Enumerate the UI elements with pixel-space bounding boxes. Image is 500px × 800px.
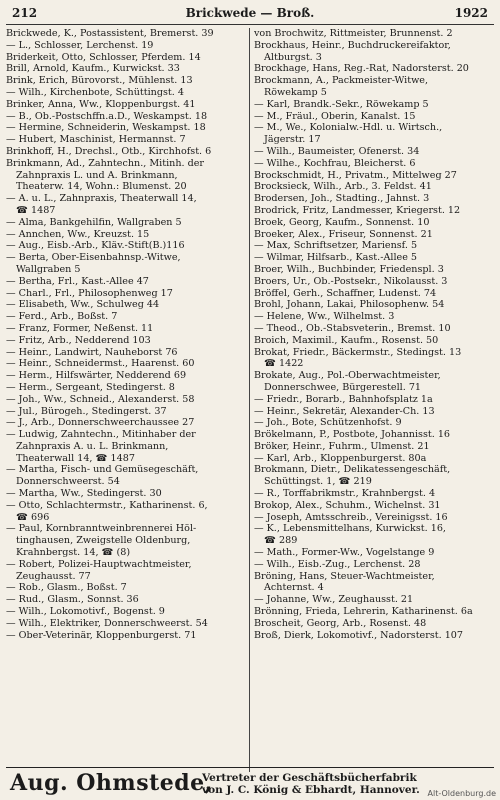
directory-entry-line: — Paul, Kornbranntweinbrennerei Höl-: [6, 523, 197, 535]
advert-rule: [6, 767, 494, 768]
column-divider: [249, 28, 250, 772]
directory-entry-line: — Jul., Bürogeh., Stedingerst. 37: [6, 405, 167, 417]
directory-entry-line: Brokop, Alex., Schuhm., Wichelnst. 31: [254, 499, 441, 511]
directory-entry-line: Jägerstr. 17: [264, 134, 321, 146]
directory-entry-line: — Karl, Brandk.-Sekr., Röwekamp 5: [254, 98, 429, 110]
directory-entry-line: — L., Schlosser, Lerchenst. 19: [6, 39, 154, 51]
page-header: [8, 4, 492, 24]
advert-name: Aug. Ohmstede,: [10, 770, 213, 796]
directory-entry-line: Zahnpraxis A. u. L. Brinkmann,: [16, 440, 169, 452]
directory-entry-line: — Herm., Sergeant, Stedingerst. 8: [6, 381, 175, 393]
directory-entry-line: — A. u. L., Zahnpraxis, Theaterwall 14,: [6, 193, 197, 205]
directory-entry-line: — Franz, Former, Neßenst. 11: [6, 322, 154, 334]
directory-entry-line: — Wilh., Baumeister, Ofenerst. 34: [254, 145, 420, 157]
directory-entry-line: ☎ 696: [16, 511, 50, 523]
directory-entry-line: — Elisabeth, Ww., Schulweg 44: [6, 299, 160, 311]
directory-entry-line: Zeughausst. 77: [16, 570, 91, 582]
directory-entry-line: Briderkeit, Otto, Schlosser, Pferdem. 14: [6, 51, 201, 63]
directory-entry-line: Broß, Dierk, Lokomotivf., Nadorsterst. 107: [254, 629, 464, 641]
directory-entry-line: — Karl, Arb., Kloppenburgerst. 80a: [254, 452, 427, 464]
directory-entry-line: — Charl., Frl., Philosophenweg 17: [6, 287, 173, 299]
directory-entry-line: — Heinr., Sekretär, Alexander-Ch. 13: [254, 405, 435, 417]
directory-entry-line: — Alma, Bankgehilfin, Wallgraben 5: [6, 216, 182, 228]
directory-entry-line: Brokmann, Dietr., Delikatessengeschäft,: [254, 464, 451, 476]
directory-entry-line: — Martha, Ww., Stedingerst. 30: [6, 488, 162, 500]
directory-entry-line: — Helene, Ww., Wilhelmst. 3: [254, 311, 395, 323]
directory-entry-line: Bröker, Heinr., Fuhrm., Ulmenst. 21: [254, 440, 430, 452]
directory-entry-line: — Joh., Ww., Schneid., Alexanderst. 58: [6, 393, 195, 405]
directory-entry-line: Achternst. 4: [264, 582, 324, 594]
directory-entry-line: Brockhage, Hans, Reg.-Rat, Nadorsterst. 20: [254, 63, 469, 75]
directory-entry-line: Wallgraben 5: [16, 263, 81, 275]
advert-line-1: Vertreter der Geschäftsbücherfabrik: [202, 772, 417, 784]
directory-entry-line: Broeker, Alex., Friseur, Sonnenst. 21: [254, 228, 433, 240]
page-heading: Brickwede — Broß.: [185, 6, 315, 20]
directory-entry-line: Brokat, Friedr., Bäckermstr., Stedingst. 13: [254, 346, 462, 358]
directory-entry-line: — M., Fräul., Oberin, Kanalst. 15: [254, 110, 416, 122]
directory-entry-line: — B., Ob.-Postschffn.a.D., Weskampst. 18: [6, 110, 208, 122]
directory-entry-line: von Brochwitz, Rittmeister, Brunnenst. 2: [254, 28, 453, 39]
directory-entry-line: Bröning, Hans, Steuer-Wachtmeister,: [254, 570, 435, 582]
directory-entry-line: — Wilh., Elektriker, Donnerschweerst. 54: [6, 617, 208, 629]
directory-entry-line: — Johanne, Ww., Zeughausst. 21: [254, 594, 414, 606]
directory-entry-line: Theaterwall 14, ☎ 1487: [16, 452, 135, 464]
directory-entry-line: — Robert, Polizei-Hauptwachtmeister,: [6, 558, 192, 570]
directory-entry-line: — Wilmar, Hilfsarb., Kast.-Allee 5: [254, 252, 418, 264]
directory-entry-line: Brickwede, K., Postassistent, Bremerst. 39: [6, 28, 214, 39]
page-year: 1922: [454, 6, 488, 20]
directory-entry-line: — Heinr., Landwirt, Nauheborst 76: [6, 346, 178, 358]
directory-entry-line: — Berta, Ober-Eisenbahnsp.-Witwe,: [6, 252, 181, 264]
directory-entry-line: — Herm., Hilfswärter, Nedderend 69: [6, 370, 187, 382]
directory-entry-line: Brodrick, Fritz, Landmesser, Kriegerst. 12: [254, 204, 461, 216]
directory-entry-line: Brönning, Frieda, Lehrerin, Katharinenst. 6a: [254, 606, 473, 618]
header-rule: [6, 24, 494, 25]
directory-entry-line: Brocksieck, Wilh., Arb., 3. Feldst. 41: [254, 181, 432, 193]
directory-entry-line: Broers, Ur., Ob.-Postsekr., Nikolausst. 3: [254, 275, 448, 287]
advert-line-2: von J. C. König & Ebhardt, Hannover.: [202, 784, 420, 796]
advertisement: [6, 770, 494, 798]
directory-entry-line: — Ferd., Arb., Boßst. 7: [6, 311, 118, 323]
directory-entry-line: Brink, Erich, Bürovorst., Mühlenst. 13: [6, 75, 193, 87]
directory-entry-line: — Math., Former-Ww., Vogelstange 9: [254, 547, 435, 559]
directory-entry-line: — R., Torffabrikmstr., Krahnbergst. 4: [254, 488, 436, 500]
directory-entry-line: — Rob., Glasm., Boßst. 7: [6, 582, 127, 594]
directory-entry-line: — Ludwig, Zahntechn., Mitinhaber der: [6, 429, 196, 441]
directory-entry-line: — Otto, Schlachtermstr., Katharinenst. 6,: [6, 499, 208, 511]
directory-entry-line: — Wilh., Kirchenbote, Schüttingst. 4: [6, 86, 184, 98]
directory-entry-line: — Martha, Fisch- und Gemüsegeschäft,: [6, 464, 199, 476]
directory-entry-line: ☎ 1422: [264, 358, 304, 370]
directory-entry-line: Zahnpraxis L. und A. Brinkmann,: [16, 169, 178, 181]
directory-entry-line: Brohl, Johann, Lakai, Philosophenw. 54: [254, 299, 445, 311]
watermark: Alt-Oldenburg.de: [427, 789, 496, 798]
directory-entry-line: Donnerschweerst. 54: [16, 476, 120, 488]
directory-entry-line: — Max, Schriftsetzer, Mariensf. 5: [254, 240, 418, 252]
directory-entry-line: — Bertha, Frl., Kast.-Allee 47: [6, 275, 149, 287]
directory-entry-line: Brinkmann, Ad., Zahntechn., Mitinh. der: [6, 157, 205, 169]
directory-entry-line: — Wilhe., Kochfrau, Bleicherst. 6: [254, 157, 416, 169]
page-number-left: 212: [12, 6, 38, 20]
directory-entry-line: Röwekamp 5: [264, 86, 327, 98]
directory-entry-line: Schüttingst. 1, ☎ 219: [264, 476, 372, 488]
directory-entry-line: — Aug., Eisb.-Arb., Kläv.-Stift(B.)116: [6, 240, 185, 252]
directory-entry-line: ☎ 1487: [16, 204, 56, 216]
directory-entry-line: Bröffel, Gerh., Schaffner, Ludenst. 74: [254, 287, 437, 299]
left-column: [6, 28, 246, 641]
directory-entry-line: — Wilh., Lokomotivf., Bogenst. 9: [6, 606, 165, 618]
directory-entry-line: — Hermine, Schneiderin, Weskampst. 18: [6, 122, 206, 134]
directory-entry-line: Brinkhoff, H., Drechsl., Otb., Kirchhofst. 6: [6, 145, 212, 157]
directory-entry-line: Donnerschwee, Bürgerestell. 71: [264, 381, 422, 393]
directory-entry-line: Brockschmidt, H., Privatm., Mittelweg 27: [254, 169, 457, 181]
directory-entry-line: — Annchen, Ww., Kreuzst. 15: [6, 228, 150, 240]
directory-entry-line: — Joseph, Amtsschreib., Vereinigsst. 16: [254, 511, 448, 523]
directory-entry-line: Brinker, Anna, Ww., Kloppenburgst. 41: [6, 98, 196, 110]
directory-entry-line: — Rud., Glasm., Sonnst. 36: [6, 594, 139, 606]
directory-entry-line: — J., Arb., Donnerschweerchaussee 27: [6, 417, 195, 429]
directory-entry-line: Brökelmann, P., Postbote, Johannisst. 16: [254, 429, 451, 441]
directory-entry-line: Brokate, Aug., Pol.-Oberwachtmeister,: [254, 370, 441, 382]
directory-entry-line: Brockhaus, Heinr., Buchdruckereifaktor,: [254, 39, 451, 51]
directory-entry-line: — Theod., Ob.-Stabsveterin., Bremst. 10: [254, 322, 451, 334]
directory-entry-line: — Fritz, Arb., Nedderend 103: [6, 334, 151, 346]
directory-entry-line: ☎ 289: [264, 535, 298, 547]
directory-entry-line: Brill, Arnold, Kaufm., Kurwickst. 33: [6, 63, 180, 75]
directory-entry-line: Krahnbergst. 14, ☎ (8): [16, 547, 131, 559]
directory-entry-line: — Ober-Veterinär, Kloppenburgerst. 71: [6, 629, 197, 641]
directory-entry-line: Broscheit, Georg, Arb., Rosenst. 48: [254, 617, 427, 629]
directory-entry-line: Broer, Wilh., Buchbinder, Friedenspl. 3: [254, 263, 444, 275]
directory-entry-line: — Friedr., Borarb., Bahnhofsplatz 1a: [254, 393, 433, 405]
right-column: [254, 28, 494, 641]
directory-entry-line: Broich, Maximil., Kaufm., Rosenst. 50: [254, 334, 439, 346]
directory-entry-line: Altburgst. 3: [264, 51, 322, 63]
directory-entry-line: — Wilh., Eisb.-Zug., Lerchenst. 28: [254, 558, 421, 570]
directory-entry-line: Broek, Georg, Kaufm., Sonnenst. 10: [254, 216, 430, 228]
directory-entry-line: Brockmann, A., Packmeister-Witwe,: [254, 75, 429, 87]
directory-entry-line: tinghausen, Zweigstelle Oldenburg,: [16, 535, 191, 547]
directory-entry-line: — Joh., Bote, Schützenhofst. 9: [254, 417, 402, 429]
directory-entry-line: — Heinr., Schneidermst., Haarenst. 60: [6, 358, 195, 370]
directory-entry-line: — Hubert, Maschinist, Hermannst. 7: [6, 134, 186, 146]
directory-entry-line: Theaterw. 14, Wohn.: Blumenst. 20: [16, 181, 187, 193]
directory-entry-line: Brodersen, Joh., Stadting., Jahnst. 3: [254, 193, 430, 205]
directory-entry-line: — K., Lebensmittelhans, Kurwickst. 16,: [254, 523, 446, 535]
directory-entry-line: — M., We., Kolonialw.-Hdl. u. Wirtsch.,: [254, 122, 443, 134]
